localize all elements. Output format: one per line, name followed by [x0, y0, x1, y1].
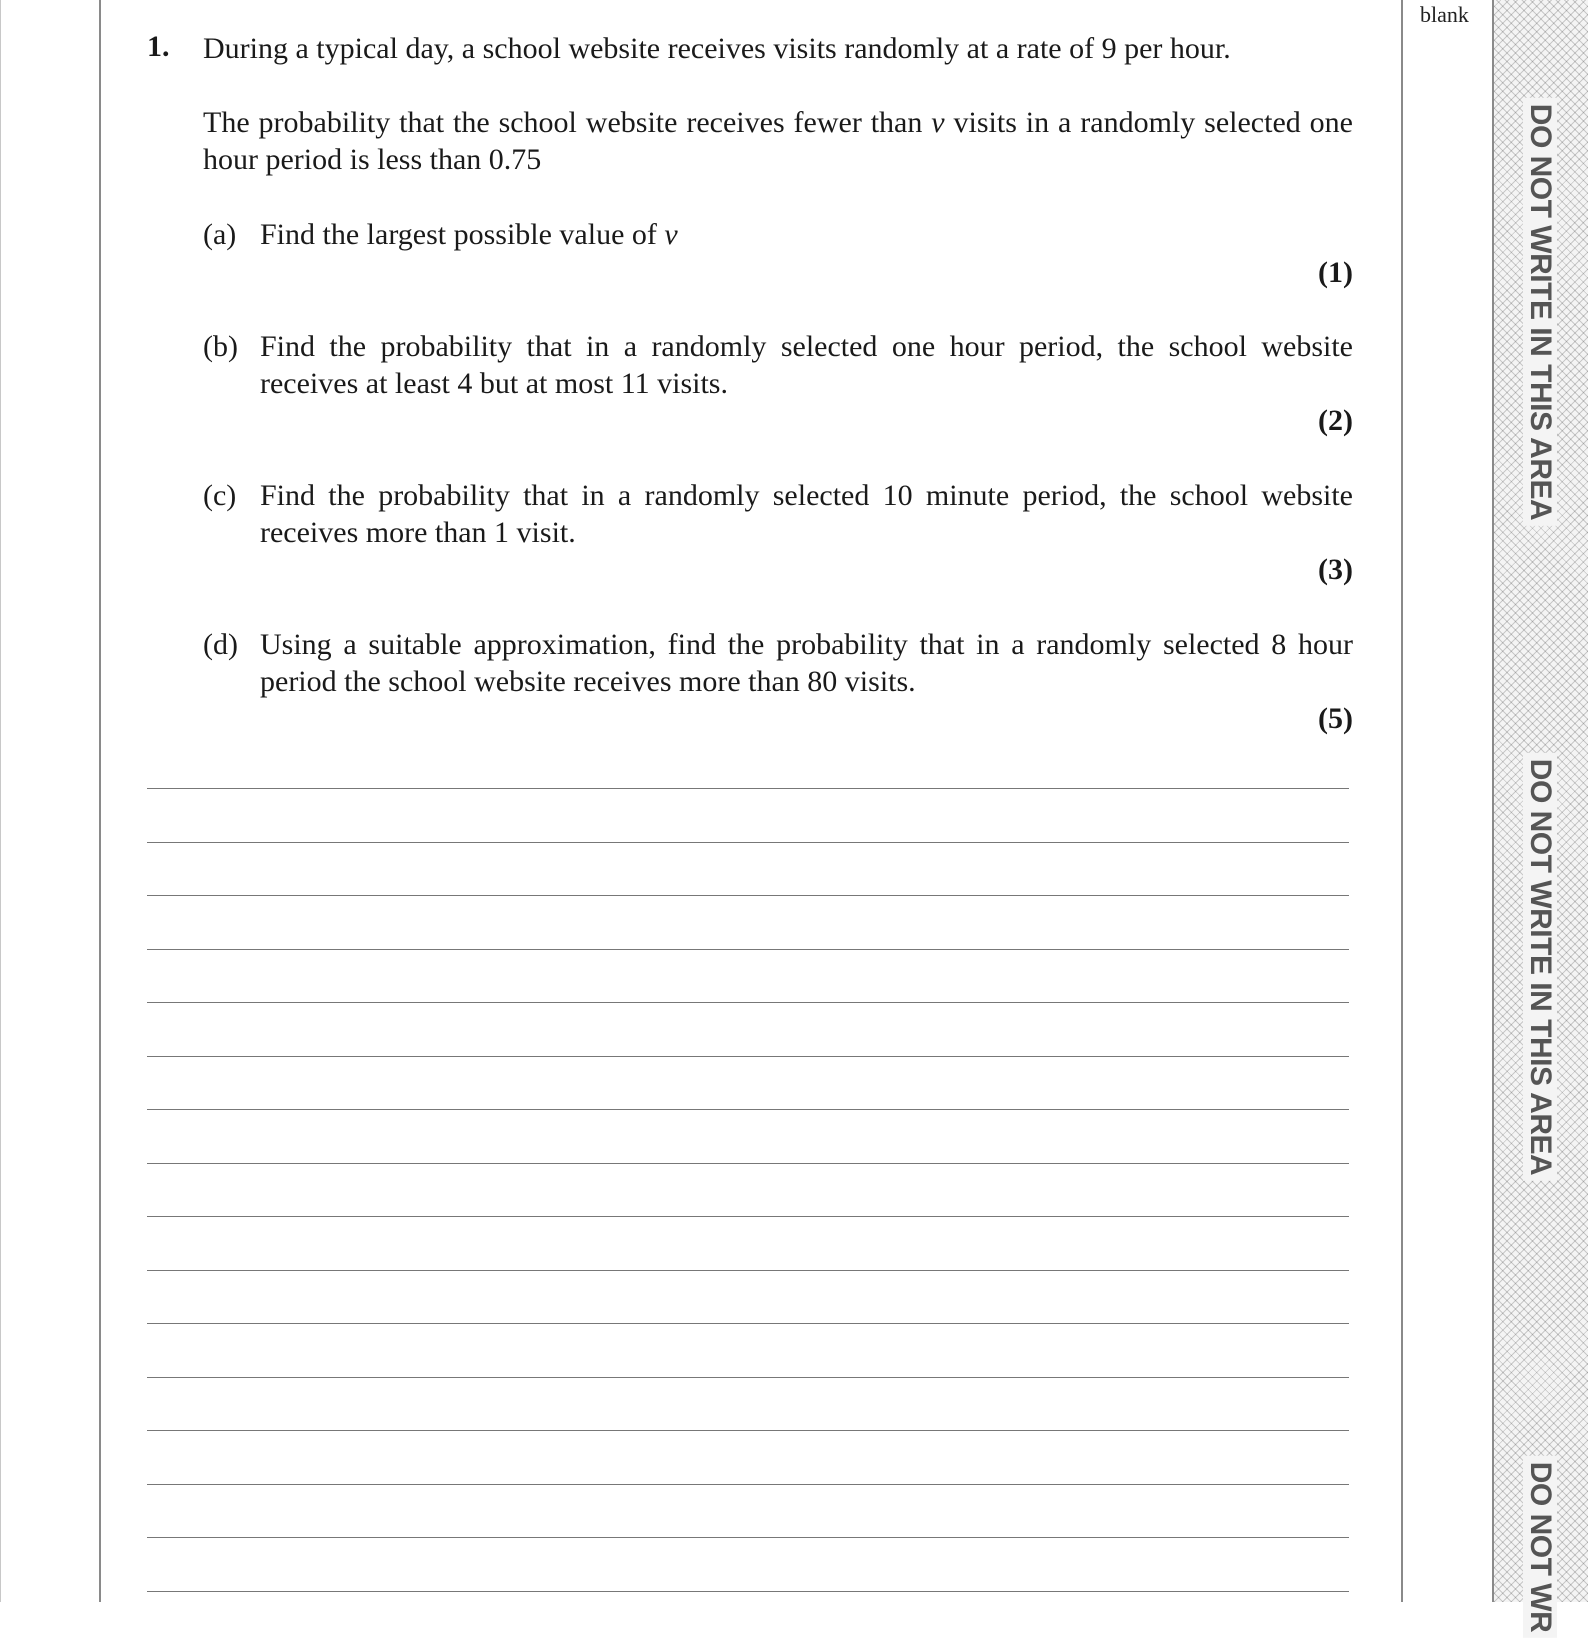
answer-line[interactable]	[147, 842, 1349, 843]
variable-v: v	[664, 218, 678, 251]
part-text: Find the probability that in a randomly selected one hour period, the school website receives at least 4 but at most 11 visits.	[260, 330, 1353, 400]
marks-b: (2)	[1318, 404, 1353, 437]
part-text	[260, 216, 1353, 253]
answer-line[interactable]	[147, 1377, 1349, 1378]
part-label: (a)	[203, 218, 237, 251]
intro-text: The probability that the school website receives fewer than	[203, 106, 932, 139]
part-label: (d)	[203, 628, 238, 661]
answer-line[interactable]	[147, 1270, 1349, 1271]
answer-line[interactable]	[147, 1537, 1349, 1538]
part-label: (b)	[203, 330, 238, 363]
answer-line[interactable]	[147, 1216, 1349, 1217]
do-not-write-warning: DO NOT WRITE IN THIS AREA	[1523, 753, 1557, 1181]
part-text-a: Find the largest possible value of	[260, 218, 665, 251]
part-text: Find the probability that in a randomly selected 10 minute period, the school website receives more than 1 visit.	[260, 479, 1353, 549]
answer-line[interactable]	[147, 1109, 1349, 1110]
answer-line[interactable]	[147, 1430, 1349, 1431]
answer-area[interactable]	[147, 788, 1349, 1602]
marks-a: (1)	[1318, 256, 1353, 289]
answer-line[interactable]	[147, 1484, 1349, 1485]
answer-line[interactable]	[147, 1591, 1349, 1592]
answer-line[interactable]	[147, 895, 1349, 896]
question-intro-line2	[203, 104, 1353, 178]
marks-c: (3)	[1318, 553, 1353, 586]
marks-d: (5)	[1318, 702, 1353, 735]
page-edge	[0, 0, 1, 1602]
answer-line[interactable]	[147, 1002, 1349, 1003]
blank-column-label: blank	[1420, 2, 1469, 27]
answer-line[interactable]	[147, 1323, 1349, 1324]
part-text: Using a suitable approximation, find the probability that in a randomly selected 8 hour period the school website receives more than 80 visits.	[260, 628, 1353, 698]
answer-line[interactable]	[147, 788, 1349, 789]
answer-line[interactable]	[147, 1163, 1349, 1164]
question-number: 1.	[147, 30, 170, 63]
intro-text: visits in a randomly selected one hour period is less than 0.75	[203, 106, 1354, 176]
part-label: (c)	[203, 479, 237, 512]
answer-area-right-border	[1401, 0, 1403, 1602]
variable-v: v	[931, 106, 945, 139]
answer-line[interactable]	[147, 1056, 1349, 1057]
answer-line[interactable]	[147, 949, 1349, 950]
question-intro-line1: During a typical day, a school website receives visits randomly at a rate of 9 per hour.	[203, 32, 1231, 65]
do-not-write-warning: DO NOT WRITE IN THIS AREA	[1523, 98, 1557, 526]
page-left-border	[99, 0, 101, 1602]
do-not-write-warning-partial: DO NOT WR	[1523, 1456, 1557, 1638]
